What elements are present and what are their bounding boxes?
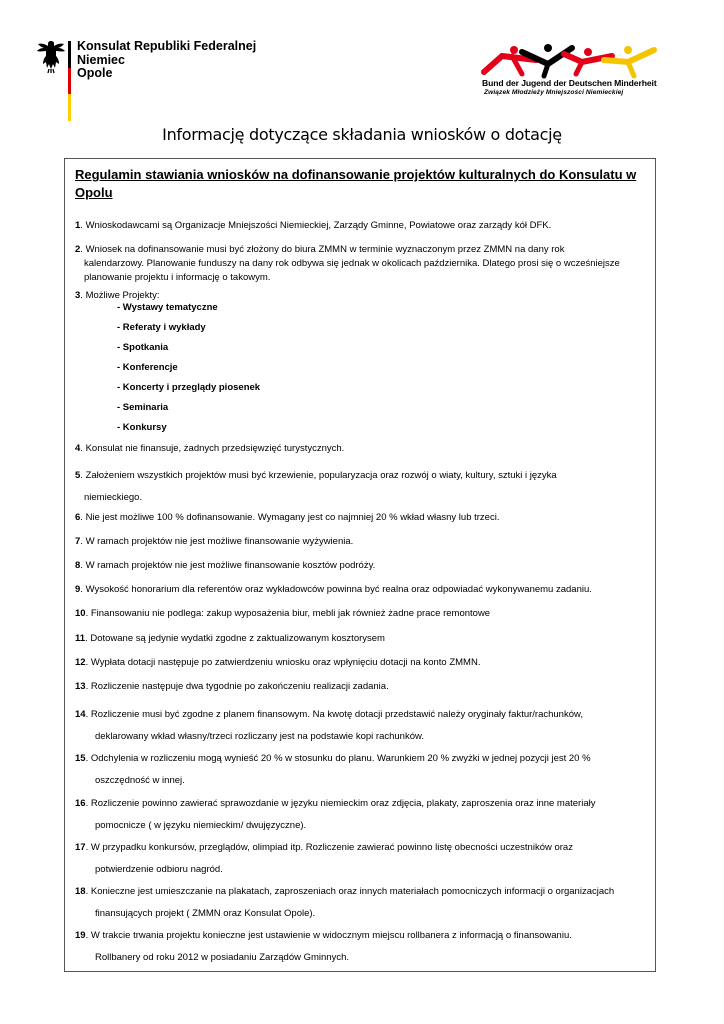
bdj-name-pl: Związek Młodzieży Mniejszości Niemieckiej <box>484 89 624 96</box>
project-item: - Spotkania <box>117 342 169 353</box>
project-item: - Konferencje <box>117 362 178 373</box>
youth-figures-logo-icon <box>478 42 664 80</box>
consulate-name: Konsulat Republiki Federalnej Niemiec Opole <box>77 39 257 80</box>
list-item: 3. Możliwe Projekty: <box>75 290 160 301</box>
bdj-logo <box>478 42 664 100</box>
federal-eagle-icon <box>36 38 66 74</box>
list-item: 16. Rozliczenie powinno zawierać sprawozdanie w języku niemieckim oraz zdjęcia, plakaty, zaproszenia oraz inne materiały pomocnicze ( w języku niemieckim/ dwujęzyczne). <box>75 798 596 831</box>
list-item: 5. Założeniem wszystkich projektów musi być krzewienie, popularyzacja oraz rozwój o wiaty, kultury, sztuki i języka niemieckiego. <box>75 470 557 503</box>
list-item: 18. Konieczne jest umieszczanie na plakatach, zaproszeniach oraz innych materiałach pomocniczych informacji o organizacjach finansujących projekt ( ZMMN oraz Konsulat Opole). <box>75 886 615 919</box>
list-item: 19. W trakcie trwania projektu konieczne jest ustawienie w widocznym miejscu rollbanera z informacją o finansowaniu. Rollbanery od roku 2012 w posiadaniu Zarządów Gminnych. <box>75 930 572 963</box>
bdj-name-de: Bund der Jugend der Deutschen Minderheit <box>482 78 657 88</box>
list-item: 7. W ramach projektów nie jest możliwe finansowanie wyżywienia. <box>75 536 354 547</box>
list-item: 9. Wysokość honorarium dla referentów oraz wykładowców powinna być realna oraz odpowiadać wykonywanemu zadaniu. <box>75 584 592 595</box>
list-item: 17. W przypadku konkursów, przeglądów, olimpiad itp. Rozliczenie zawierać powinno listę obecności uczestników oraz potwierdzenie odbioru nagród. <box>75 842 573 875</box>
list-item: 4. Konsulat nie finansuje, żadnych przedsięwzięć turystycznych. <box>75 443 345 454</box>
project-item: - Konkursy <box>117 422 167 433</box>
list-item: 6. Nie jest możliwe 100 % dofinansowanie. Wymagany jest co najmniej 20 % wkład własny lub trzeci. <box>75 512 500 523</box>
list-item: 12. Wypłata dotacji następuje po zatwierdzeniu wniosku oraz wpłynięciu dotacji na konto ZMMN. <box>75 657 481 668</box>
project-item: - Seminaria <box>117 402 169 413</box>
project-item: - Wystawy tematyczne <box>117 302 218 313</box>
list-item: 1. Wnioskodawcami są Organizacje Mniejszości Niemieckiej, Zarządy Gminne, Powiatowe oraz zarządy kół DFK. <box>75 220 552 231</box>
regulations-heading: Regulamin stawiania wniosków na dofinansowanie projektów kulturalnych do Konsulatu w Opolu <box>75 167 637 200</box>
consulate-header <box>36 38 296 120</box>
list-item: 10. Finansowaniu nie podlega: zakup wyposażenia biur, mebli jak również żadne prace remontowe <box>75 608 491 619</box>
list-item: 14. Rozliczenie musi być zgodne z planem finansowym. Na kwotę dotacji przedstawić należy oryginały faktur/rachunków, deklarowany wkład własny/trzeci rozliczany jest na podstawie kopi rachunków. <box>75 709 583 742</box>
list-item: 8. W ramach projektów nie jest możliwe finansowanie kosztów podróży. <box>75 560 376 571</box>
list-item: 2. Wniosek na dofinansowanie musi być złożony do biura ZMMN w terminie wyznaczonym przez ZMMN na dany rok kalendarzowy. Planowanie funduszy na dany rok odbywa się jednak w okolicach października. Dlatego prosi się o wcześniejsze planowanie projektu i informację o takowym. <box>75 244 620 283</box>
list-item: 13. Rozliczenie następuje dwa tygodnie po zakończeniu realizacji zadania. <box>75 681 389 692</box>
page-title: Informację dotyczące składania wniosków o dotację <box>162 125 562 144</box>
list-item: 11. Dotowane są jedynie wydatki zgodne z zaktualizowanym kosztorysem <box>75 633 385 644</box>
project-item: - Koncerty i przeglądy piosenek <box>117 382 261 393</box>
project-item: - Referaty i wykłady <box>117 322 206 333</box>
list-item: 15. Odchylenia w rozliczeniu mogą wynieść 20 % w stosunku do planu. Warunkiem 20 % zwyżki w jednej pozycji jest 20 % oszczędność w innej. <box>75 753 591 786</box>
flag-bar <box>68 41 71 121</box>
